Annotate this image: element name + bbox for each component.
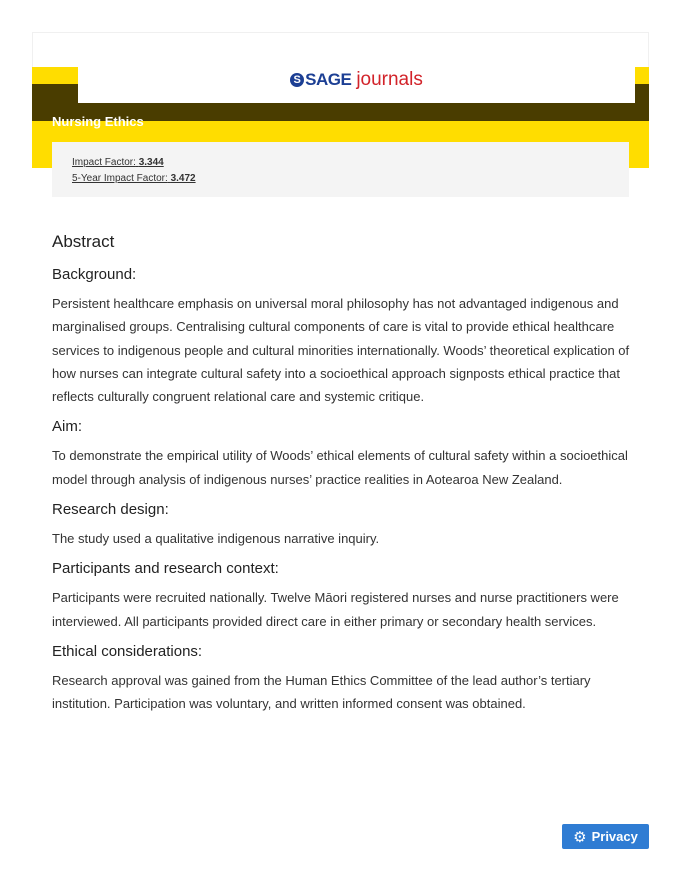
section-heading: Ethical considerations: <box>52 642 203 660</box>
abstract-section-participants <box>52 560 632 633</box>
logo-header <box>78 57 635 103</box>
section-heading: Research design: <box>52 501 169 519</box>
five-year-impact-factor-label: 5-Year Impact Factor: <box>72 173 168 184</box>
section-text: Research approval was gained from the Human Ethics Committee of the lead author’s tertiary institution. Participation was voluntary, and written informed consent was obtained. <box>52 672 591 712</box>
impact-factor-label: Impact Factor: <box>72 157 136 168</box>
section-text: Participants were recruited nationally. Twelve Māori registered nurses and nurse practitioners were interviewed. All participants provided direct care in either primary or secondary health services. <box>52 590 619 629</box>
journal-metrics <box>52 142 629 197</box>
section-text: Persistent healthcare emphasis on universal moral philosophy has not advantaged indigenous and marginalised groups. Centralising cultural components of care is vital to provide ethical healthcare services to indigenous people and cultural minorities internationally. Woods’ theoretical explication of how nurses can integrate cultural safety into a socioethical approach signposts ethical practice that reflects culturally congruent relational care and systemic critique. <box>52 296 630 405</box>
abstract-section-background <box>52 266 632 408</box>
privacy-button[interactable] <box>562 824 649 849</box>
journal-name[interactable]: Nursing Ethics <box>52 114 144 129</box>
five-year-impact-factor-value: 3.472 <box>170 173 196 184</box>
abstract-content <box>52 232 632 726</box>
section-heading: Background: <box>52 266 137 283</box>
five-year-impact-factor-link[interactable] <box>72 171 629 187</box>
abstract-section-aim <box>52 418 632 491</box>
section-heading: Aim: <box>52 418 82 436</box>
abstract-section-research-design <box>52 501 632 550</box>
gear-icon: ⚙ <box>573 828 587 846</box>
sage-journals-logo[interactable] <box>290 69 423 91</box>
section-heading: Participants and research context: <box>52 560 279 578</box>
section-text: To demonstrate the empirical utility of Woods’ ethical elements of cultural safety within a socioethical model through analysis of indigenous nurses’ practice realities in Aotearoa New Zealand. <box>52 448 628 487</box>
abstract-heading: Abstract <box>52 232 115 251</box>
section-text: The study used a qualitative indigenous narrative inquiry. <box>52 531 380 547</box>
sage-logo-mark-icon: S <box>290 73 304 87</box>
impact-factor-value: 3.344 <box>138 157 164 168</box>
sage-logo-text: SAGE <box>305 70 352 89</box>
impact-factor-link[interactable] <box>72 155 629 171</box>
privacy-label: Privacy <box>591 829 638 844</box>
journals-logo-text: journals <box>356 69 423 90</box>
abstract-section-ethical-considerations <box>52 643 632 716</box>
